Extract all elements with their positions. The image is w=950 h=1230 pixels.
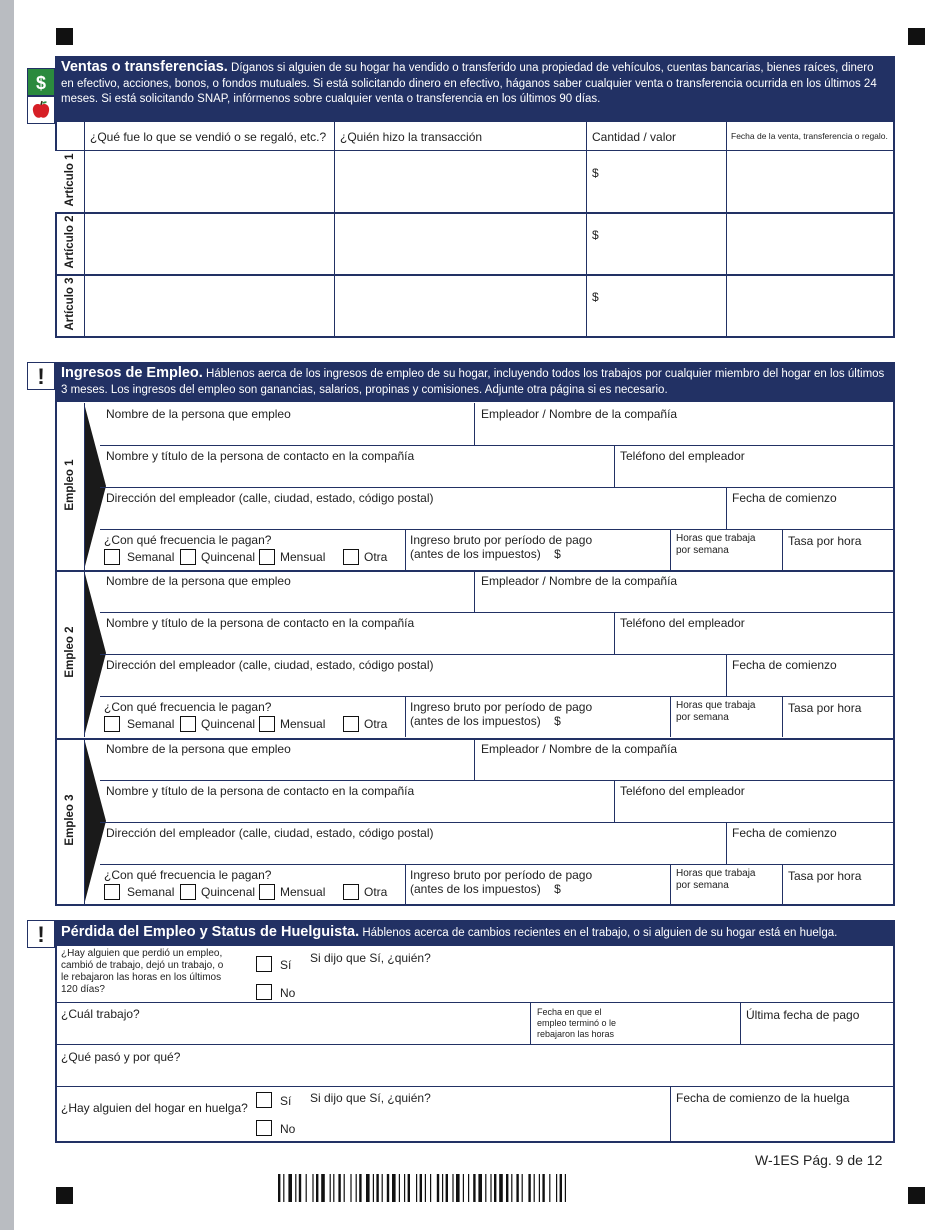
gross-income-label: Ingreso bruto por período de pago (antes de los impuestos) $ — [410, 700, 593, 728]
employer-name-label: Empleador / Nombre de la compañía — [481, 742, 678, 756]
monthly-checkbox[interactable] — [259, 549, 275, 565]
barcode-bar — [473, 1174, 475, 1202]
biweekly-label: Quincenal — [201, 717, 256, 731]
if-yes-who-label: Si dijo que Sí, ¿quién? — [310, 951, 431, 965]
biweekly-label: Quincenal — [201, 550, 256, 564]
hourly-rate-label: Tasa por hora — [788, 869, 862, 883]
barcode-bar — [442, 1174, 443, 1202]
which-job-input[interactable] — [58, 1022, 528, 1044]
barcode-bar — [565, 1174, 566, 1202]
phone-input[interactable] — [617, 632, 891, 652]
employer-name-input[interactable] — [477, 758, 891, 778]
phone-input[interactable] — [617, 800, 891, 820]
contact-label: Nombre y título de la persona de contacto en la compañía — [106, 616, 415, 630]
item-input[interactable] — [86, 276, 333, 335]
weekly-label: Semanal — [127, 717, 175, 731]
lost-job-no-checkbox[interactable] — [256, 984, 272, 1000]
phone-input[interactable] — [617, 465, 891, 485]
barcode-bar — [376, 1174, 378, 1202]
barcode-bar — [534, 1174, 535, 1202]
monthly-label: Mensual — [280, 717, 326, 731]
start-date-label: Fecha de comienzo — [732, 826, 837, 840]
lost-job-who-input[interactable] — [306, 966, 891, 1000]
loss-title: Pérdida del Empleo y Status de Huelguista. — [61, 924, 360, 940]
barcode-bar — [359, 1174, 361, 1202]
contact-label: Nombre y título de la persona de contacto en la compañía — [106, 784, 415, 798]
person-name-label: Nombre de la persona que empleo — [106, 407, 291, 421]
contact-label: Nombre y título de la persona de contacto en la compañía — [106, 449, 415, 463]
barcode-bar — [437, 1174, 439, 1202]
barcode-bar — [494, 1174, 496, 1202]
barcode-bar — [387, 1174, 389, 1202]
barcode-bar — [373, 1174, 374, 1202]
registration-mark — [56, 28, 73, 45]
frequency-label: ¿Con qué frecuencia le pagan? — [104, 700, 272, 714]
loss-description: Háblenos acerca de cambios recientes en el trabajo, o si alguien de su hogar está en huelga. — [362, 927, 838, 939]
last-pay-date-label: Última fecha de pago — [746, 1008, 860, 1022]
gross-income-input[interactable] — [560, 884, 666, 902]
row-label: Artículo 3 — [64, 277, 76, 331]
start-date-label: Fecha de comienzo — [732, 491, 837, 505]
barcode — [278, 1174, 630, 1202]
barcode-bar — [452, 1174, 453, 1202]
frequency-label: ¿Con qué frecuencia le pagan? — [104, 533, 272, 547]
yes-label: Sí — [280, 958, 292, 972]
barcode-bar — [430, 1174, 431, 1202]
barcode-bar — [528, 1174, 530, 1202]
start-date-input[interactable] — [729, 674, 891, 694]
what-happened-label: ¿Qué pasó y por qué? — [61, 1050, 181, 1064]
left-margin-strip — [0, 0, 14, 1230]
person-name-input[interactable] — [106, 758, 471, 778]
date-input[interactable] — [728, 276, 893, 335]
col-date: Fecha de la venta, transferencia o regalo. — [731, 131, 888, 141]
barcode-bar — [425, 1174, 426, 1202]
gross-income-input[interactable] — [560, 716, 666, 734]
barcode-bar — [392, 1174, 396, 1202]
start-date-label: Fecha de comienzo — [732, 658, 837, 672]
barcode-bar — [404, 1174, 405, 1202]
yes-label: Sí — [280, 1094, 292, 1108]
end-date-label: Fecha en que el empleo terminó o le rebajaron las horas — [537, 1007, 617, 1039]
barcode-bar — [316, 1174, 318, 1202]
strike-question: ¿Hay alguien del hogar en huelga? — [61, 1101, 248, 1115]
date-input[interactable] — [728, 214, 893, 273]
weekly-checkbox[interactable] — [104, 884, 120, 900]
barcode-bar — [295, 1174, 296, 1202]
alert-icon: ! — [27, 920, 55, 948]
hourly-rate-label: Tasa por hora — [788, 701, 862, 715]
job-label: Empleo 3 — [64, 794, 76, 846]
barcode-bar — [522, 1174, 523, 1202]
monthly-checkbox[interactable] — [259, 716, 275, 732]
barcode-bar — [556, 1174, 557, 1202]
hourly-rate-input[interactable] — [785, 716, 891, 734]
barcode-bar — [463, 1174, 464, 1202]
strike-yes-checkbox[interactable] — [256, 1092, 272, 1108]
address-label: Dirección del empleador (calle, ciudad, estado, código postal) — [106, 491, 434, 505]
barcode-bar — [539, 1174, 540, 1202]
address-label: Dirección del empleador (calle, ciudad, estado, código postal) — [106, 658, 434, 672]
address-input[interactable] — [106, 842, 721, 862]
address-input[interactable] — [106, 674, 721, 694]
hours-label: Horas que trabaja por semana — [676, 868, 756, 891]
apple-icon — [27, 96, 55, 124]
barcode-bar — [338, 1174, 340, 1202]
barcode-bar — [408, 1174, 410, 1202]
registration-mark — [908, 1187, 925, 1204]
barcode-bar — [399, 1174, 400, 1202]
barcode-bar — [490, 1174, 491, 1202]
barcode-bar — [299, 1174, 301, 1202]
employer-name-label: Empleador / Nombre de la compañía — [481, 407, 678, 421]
who-input[interactable] — [336, 276, 585, 335]
who-input[interactable] — [336, 152, 585, 211]
barcode-bar — [382, 1174, 383, 1202]
strike-who-input[interactable] — [306, 1106, 668, 1140]
barcode-bar — [549, 1174, 550, 1202]
monthly-checkbox[interactable] — [259, 884, 275, 900]
employment-description: Háblenos aerca de los ingresos de empleo de su hogar, incluyendo todos los trabajos por cualquier miembro del hogar en los últimos 3 meses. Los ingresos del empleo son ganancias, salarios, propinas y comisiones. Adjunte otra página si es necesario. — [61, 368, 885, 396]
barcode-bar — [321, 1174, 325, 1202]
employer-name-label: Empleador / Nombre de la compañía — [481, 574, 678, 588]
barcode-bar — [333, 1174, 334, 1202]
barcode-bar — [356, 1174, 357, 1202]
hours-input[interactable] — [740, 549, 780, 567]
contact-input[interactable] — [106, 465, 611, 485]
hourly-rate-input[interactable] — [785, 549, 891, 567]
hours-input[interactable] — [740, 716, 780, 734]
dollar-icon: $ — [27, 68, 55, 96]
barcode-bar — [283, 1174, 284, 1202]
page-number: W-1ES Pág. 9 de 12 — [755, 1152, 883, 1168]
biweekly-checkbox[interactable] — [180, 716, 196, 732]
biweekly-checkbox[interactable] — [180, 884, 196, 900]
sales-title: Ventas o transferencias. — [61, 59, 228, 75]
other-label: Otra — [364, 550, 388, 564]
employment-title: Ingresos de Empleo. — [61, 365, 203, 381]
barcode-bar — [542, 1174, 544, 1202]
barcode-bar — [366, 1174, 370, 1202]
no-label: No — [280, 986, 296, 1000]
hours-label: Horas que trabaja por semana — [676, 533, 756, 556]
what-happened-input[interactable] — [58, 1064, 892, 1086]
registration-mark — [908, 28, 925, 45]
other-checkbox[interactable] — [343, 716, 359, 732]
other-checkbox[interactable] — [343, 549, 359, 565]
address-label: Dirección del empleador (calle, ciudad, estado, código postal) — [106, 826, 434, 840]
barcode-bar — [478, 1174, 482, 1202]
biweekly-label: Quincenal — [201, 885, 256, 899]
weekly-checkbox[interactable] — [104, 716, 120, 732]
barcode-bar — [330, 1174, 331, 1202]
contact-input[interactable] — [106, 800, 611, 820]
gross-income-label: Ingreso bruto por período de pago (antes de los impuestos) $ — [410, 868, 593, 896]
strike-no-checkbox[interactable] — [256, 1120, 272, 1136]
barcode-bar — [420, 1174, 422, 1202]
employer-name-input[interactable] — [477, 590, 891, 610]
barcode-bar — [288, 1174, 292, 1202]
col-who: ¿Quién hizo la transacción — [340, 130, 483, 144]
start-date-input[interactable] — [729, 842, 891, 862]
amount-input[interactable]: $ — [592, 228, 599, 242]
col-amount: Cantidad / valor — [592, 130, 677, 144]
address-input[interactable] — [106, 507, 721, 527]
weekly-label: Semanal — [127, 550, 175, 564]
barcode-bar — [446, 1174, 448, 1202]
job-label: Empleo 1 — [64, 459, 76, 511]
other-label: Otra — [364, 717, 388, 731]
date-input[interactable] — [728, 152, 893, 211]
item-input[interactable] — [86, 214, 333, 273]
barcode-bar — [516, 1174, 518, 1202]
person-name-input[interactable] — [106, 590, 471, 610]
barcode-bar — [560, 1174, 562, 1202]
person-name-label: Nombre de la persona que empleo — [106, 574, 291, 588]
barcode-bar — [485, 1174, 486, 1202]
barcode-bar — [499, 1174, 503, 1202]
if-yes-who-label: Si dijo que Sí, ¿quién? — [310, 1091, 431, 1105]
barcode-bar — [506, 1174, 508, 1202]
contact-input[interactable] — [106, 632, 611, 652]
phone-label: Teléfono del empleador — [620, 449, 745, 463]
hourly-rate-label: Tasa por hora — [788, 534, 862, 548]
biweekly-checkbox[interactable] — [180, 549, 196, 565]
hours-input[interactable] — [740, 884, 780, 902]
phone-label: Teléfono del empleador — [620, 784, 745, 798]
who-input[interactable] — [336, 214, 585, 273]
registration-mark — [56, 1187, 73, 1204]
lost-job-question: ¿Hay alguien que perdió un empleo, cambió de trabajo, dejó un trabajo, o le rebajaron las horas en los últimos 120 días? — [61, 948, 224, 995]
weekly-label: Semanal — [127, 885, 175, 899]
row-label: Artículo 2 — [64, 215, 76, 269]
start-date-input[interactable] — [729, 507, 891, 527]
alert-icon: ! — [27, 362, 55, 390]
barcode-bar — [278, 1174, 280, 1202]
monthly-label: Mensual — [280, 550, 326, 564]
job-label: Empleo 2 — [64, 626, 76, 678]
barcode-bar — [350, 1174, 351, 1202]
phone-label: Teléfono del empleador — [620, 616, 745, 630]
gross-income-label: Ingreso bruto por período de pago (antes de los impuestos) $ — [410, 533, 593, 561]
barcode-bar — [312, 1174, 313, 1202]
amount-input[interactable]: $ — [592, 166, 599, 180]
barcode-bar — [416, 1174, 417, 1202]
no-label: No — [280, 1122, 296, 1136]
barcode-bar — [306, 1174, 307, 1202]
which-job-label: ¿Cuál trabajo? — [61, 1007, 140, 1021]
row-label: Artículo 1 — [64, 153, 76, 207]
gross-income-input[interactable] — [560, 549, 666, 567]
barcode-bar — [344, 1174, 345, 1202]
hourly-rate-input[interactable] — [785, 884, 891, 902]
hours-label: Horas que trabaja por semana — [676, 700, 756, 723]
barcode-bar — [468, 1174, 469, 1202]
monthly-label: Mensual — [280, 885, 326, 899]
col-item: ¿Qué fue lo que se vendió o se regaló, etc.? — [90, 130, 327, 144]
person-name-label: Nombre de la persona que empleo — [106, 742, 291, 756]
sales-description: Díganos si alguien de su hogar ha vendido o transferido una propiedad de vehículos, cuentas bancarias, bienes raíces, dinero en efectivo, acciones, bonos, o fondos mutuales. Si está solicitando dinero en efectivo, háganos saber cualquier venta o transferencia ocurrida en los últimos 24 meses. Si está solicitando SNAP, infórmenos sobre cualquier venta o transferencia en los últimos 90 días. — [61, 62, 877, 105]
other-checkbox[interactable] — [343, 884, 359, 900]
barcode-bar — [511, 1174, 512, 1202]
lost-job-yes-checkbox[interactable] — [256, 956, 272, 972]
strike-start-label: Fecha de comienzo de la huelga — [676, 1091, 850, 1105]
amount-input[interactable]: $ — [592, 290, 599, 304]
item-input[interactable] — [86, 152, 333, 211]
employer-name-input[interactable] — [477, 423, 891, 443]
barcode-bar — [456, 1174, 460, 1202]
weekly-checkbox[interactable] — [104, 549, 120, 565]
frequency-label: ¿Con qué frecuencia le pagan? — [104, 868, 272, 882]
strike-start-input[interactable] — [673, 1106, 892, 1140]
person-name-input[interactable] — [106, 423, 471, 443]
other-label: Otra — [364, 885, 388, 899]
